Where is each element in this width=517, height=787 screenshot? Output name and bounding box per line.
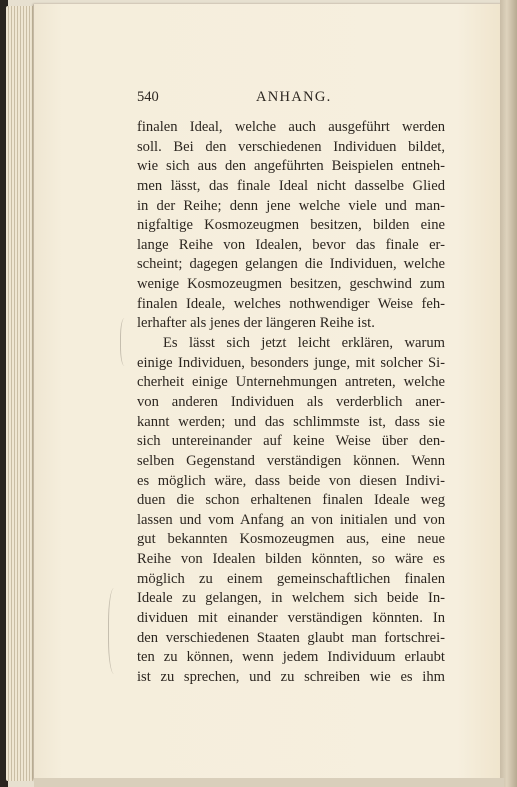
text-line: von anderen Individuen als verderblich aner- (137, 393, 445, 410)
text-line: ist zu sprechen, und zu schreiben wie es ihm (137, 668, 445, 685)
book-spine-edge (500, 0, 517, 787)
text-line: scheint; dagegen gelangen die Individuen, welche (137, 256, 445, 273)
text-line: lassen und vom Anfang an von initialen und von (137, 511, 445, 528)
text-line: selben Gegenstand verständigen können. Wenn (137, 452, 445, 469)
text-line: cherheit einige Unternehmungen antreten, welche (137, 374, 445, 391)
running-head: ANHANG. (256, 89, 332, 105)
text-line: Ideale zu gelangen, in welchem sich beide In- (137, 590, 445, 607)
text-line: ten zu können, wenn jedem Individuum erlaubt (137, 649, 445, 666)
text-line: lange Reihe von Idealen, bevor das finale er- (137, 236, 445, 253)
text-line: sich untereinander auf keine Weise über den- (137, 433, 445, 450)
text-line: lerhafter als jenes der längeren Reihe ist. (137, 315, 375, 332)
text-line: finalen Ideale, welches nothwendiger Weise feh- (137, 295, 445, 312)
text-line: soll. Bei den verschiedenen Individuen bildet, (137, 138, 445, 155)
text-line: den verschiedenen Staaten glaubt man fortschrei- (137, 629, 445, 646)
text-line: gut bekannten Kosmozeugmen aus, eine neue (137, 531, 445, 548)
text-line: men lässt, das finale Ideal nicht dasselbe Glied (137, 177, 445, 194)
text-line: wie sich aus den angeführten Beispielen entneh- (137, 158, 445, 175)
text-line: wenige Kosmozeugmen besitzen, geschwind zum (137, 276, 445, 293)
text-line: nigfaltige Kosmozeugmen besitzen, bilden eine (137, 217, 445, 234)
page-header (137, 89, 467, 109)
text-line: in der Reihe; denn jene welche viele und man- (137, 197, 445, 214)
text-line: einige Individuen, besonders junge, mit solcher Si- (137, 354, 445, 371)
pencil-mark-lower (108, 588, 123, 674)
text-line: finalen Ideal, welche auch ausgeführt werden (137, 119, 445, 135)
page-number: 540 (137, 89, 159, 105)
text-line: Reihe von Idealen bilden könnten, so wäre es (137, 551, 445, 568)
pencil-mark-upper (120, 318, 131, 366)
text-line: duen die schon erhaltenen finalen Ideale weg (137, 492, 445, 509)
text-line: möglich zu einem gemeinschaftlichen finalen (137, 570, 445, 587)
text-line: kannt werden; und das schlimmste ist, dass sie (137, 413, 445, 430)
text-line: dividuen mit einander verständigen könnten. In (137, 610, 445, 627)
page-bottom-edge (34, 778, 504, 787)
text-line: Es lässt sich jetzt leicht erklären, warum (163, 335, 445, 352)
body-text (137, 118, 445, 688)
text-line: es möglich wäre, dass beide von diesen Indivi- (137, 472, 445, 489)
